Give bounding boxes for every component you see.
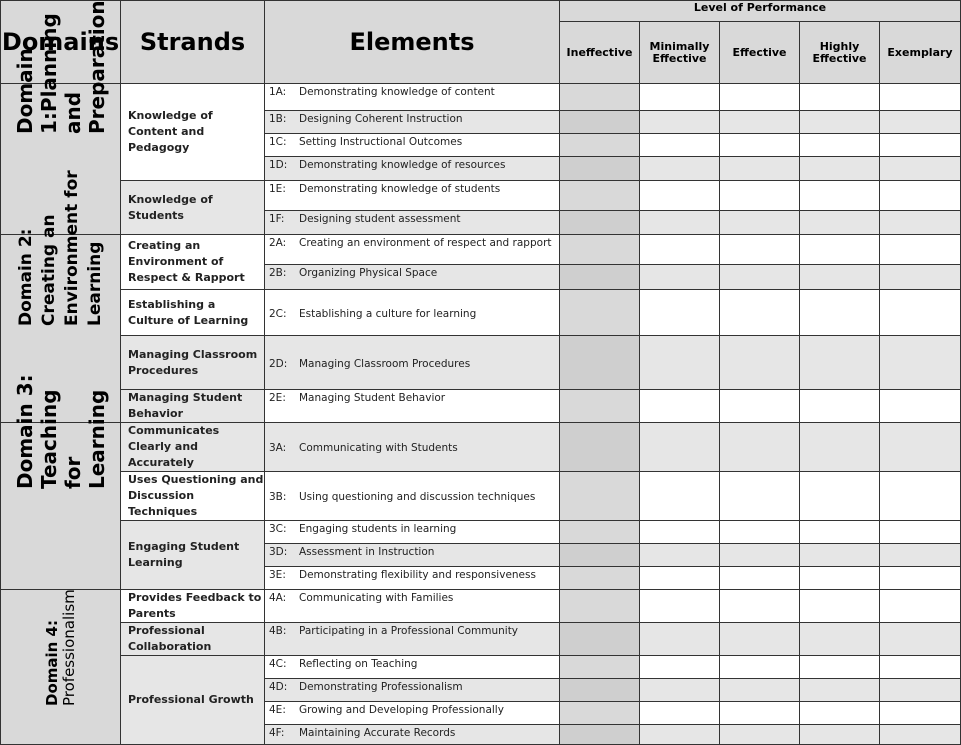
rating-cell-highly-effective[interactable] [800,181,880,211]
domain-3-cell [1,374,121,590]
rating-cell-effective[interactable] [720,290,800,336]
rating-cell-effective[interactable] [720,423,800,472]
rating-cell-effective[interactable] [720,702,800,725]
rating-cell-highly-effective[interactable] [800,623,880,656]
rating-cell-highly-effective[interactable] [800,290,880,336]
rating-cell-exemplary[interactable] [880,679,961,702]
rating-cell-ineffective[interactable] [560,679,640,702]
rating-cell-ineffective[interactable] [560,134,640,157]
rating-cell-ineffective[interactable] [560,157,640,181]
rating-cell-minimally-effective[interactable] [640,390,720,423]
rating-cell-highly-effective[interactable] [800,423,880,472]
rating-cell-minimally-effective[interactable] [640,134,720,157]
element-cell: 4D: Demonstrating Professionalism [265,679,560,702]
rating-cell-effective[interactable] [720,134,800,157]
rating-cell-ineffective[interactable] [560,725,640,745]
level-header-exemplary: Exemplary [880,22,961,84]
rating-cell-ineffective[interactable] [560,702,640,725]
rating-cell-ineffective[interactable] [560,656,640,679]
rating-cell-ineffective[interactable] [560,265,640,290]
element-cell: 4A: Communicating with Families [265,590,560,623]
rating-cell-exemplary[interactable] [880,336,961,390]
domain-4-cell [1,590,121,745]
table-row [1,623,961,656]
rating-cell-ineffective[interactable] [560,567,640,590]
element-cell: 1B: Designing Coherent Instruction [265,111,560,134]
rating-cell-minimally-effective[interactable] [640,521,720,544]
rating-cell-highly-effective[interactable] [800,656,880,679]
rating-cell-ineffective[interactable] [560,235,640,265]
rating-cell-exemplary[interactable] [880,702,961,725]
rating-cell-effective[interactable] [720,679,800,702]
strand-cell: Establishing a Culture of Learning [121,290,265,336]
rating-cell-minimally-effective[interactable] [640,725,720,745]
rating-cell-exemplary[interactable] [880,235,961,265]
element-cell: 1C: Setting Instructional Outcomes [265,134,560,157]
rating-cell-effective[interactable] [720,472,800,521]
rating-cell-effective[interactable] [720,590,800,623]
rating-cell-highly-effective[interactable] [800,390,880,423]
element-cell: 3C: Engaging students in learning [265,521,560,544]
rating-cell-exemplary[interactable] [880,544,961,567]
element-cell: 2E: Managing Student Behavior [265,390,560,423]
rating-cell-exemplary[interactable] [880,111,961,134]
rating-cell-highly-effective[interactable] [800,544,880,567]
rating-cell-minimally-effective[interactable] [640,590,720,623]
domain-2-label: Domain 2: Creating an Environment for Learning [15,170,105,326]
rating-cell-exemplary[interactable] [880,423,961,472]
element-cell: 3B: Using questioning and discussion techniques [265,472,560,521]
rating-cell-ineffective[interactable] [560,423,640,472]
strand-cell: Engaging Student Learning [121,521,265,590]
strand-cell: Managing Student Behavior [121,390,265,423]
rating-cell-ineffective[interactable] [560,336,640,390]
element-cell: 4E: Growing and Developing Professionally [265,702,560,725]
rating-cell-minimally-effective[interactable] [640,567,720,590]
rating-cell-effective[interactable] [720,265,800,290]
rating-cell-ineffective[interactable] [560,590,640,623]
rating-cell-ineffective[interactable] [560,84,640,111]
element-cell: 1D: Demonstrating knowledge of resources [265,157,560,181]
rating-cell-exemplary[interactable] [880,211,961,235]
rating-cell-minimally-effective[interactable] [640,702,720,725]
level-header-ineffective: Ineffective [560,22,640,84]
rating-cell-highly-effective[interactable] [800,521,880,544]
rating-cell-ineffective[interactable] [560,290,640,336]
strand-cell: Professional Growth [121,656,265,745]
table-row [1,181,961,211]
rating-cell-effective[interactable] [720,567,800,590]
rating-cell-highly-effective[interactable] [800,157,880,181]
strand-cell: Provides Feedback to Parents [121,590,265,623]
rating-cell-effective[interactable] [720,656,800,679]
rating-cell-effective[interactable] [720,211,800,235]
strand-cell: Managing Classroom Procedures [121,336,265,390]
element-cell: 4F: Maintaining Accurate Records [265,725,560,745]
table-row [1,84,961,111]
level-of-performance-header: Level of Performance [560,1,961,22]
element-cell: 4B: Participating in a Professional Community [265,623,560,656]
table-row [1,521,961,544]
rating-cell-exemplary[interactable] [880,265,961,290]
rating-cell-ineffective[interactable] [560,472,640,521]
table-row [1,336,961,390]
strand-cell: Communicates Clearly and Accurately [121,423,265,472]
rating-cell-ineffective[interactable] [560,390,640,423]
rating-cell-effective[interactable] [720,336,800,390]
table-row [1,290,961,336]
rating-cell-minimally-effective[interactable] [640,265,720,290]
rating-cell-highly-effective[interactable] [800,134,880,157]
rating-cell-exemplary[interactable] [880,590,961,623]
rating-cell-minimally-effective[interactable] [640,472,720,521]
rating-cell-exemplary[interactable] [880,725,961,745]
rating-cell-effective[interactable] [720,544,800,567]
rating-cell-highly-effective[interactable] [800,679,880,702]
rating-cell-minimally-effective[interactable] [640,544,720,567]
domain-1-label: Domain 1:Planning and Preparation [12,0,109,134]
element-cell: 1E: Demonstrating knowledge of students [265,181,560,211]
strand-cell: Uses Questioning and Discussion Techniques [121,472,265,521]
rating-cell-exemplary[interactable] [880,290,961,336]
element-cell: 3A: Communicating with Students [265,423,560,472]
rating-cell-minimally-effective[interactable] [640,290,720,336]
rating-cell-highly-effective[interactable] [800,702,880,725]
level-header-highly-effective: Highly Effective [800,22,880,84]
rating-cell-highly-effective[interactable] [800,336,880,390]
strand-cell: Professional Collaboration [121,623,265,656]
rating-cell-exemplary[interactable] [880,181,961,211]
rating-cell-minimally-effective[interactable] [640,235,720,265]
rating-cell-minimally-effective[interactable] [640,181,720,211]
rating-cell-highly-effective[interactable] [800,84,880,111]
rating-cell-exemplary[interactable] [880,567,961,590]
rating-cell-minimally-effective[interactable] [640,211,720,235]
rating-cell-effective[interactable] [720,181,800,211]
element-cell: 2D: Managing Classroom Procedures [265,336,560,390]
rating-cell-highly-effective[interactable] [800,567,880,590]
rating-cell-effective[interactable] [720,84,800,111]
rating-cell-exemplary[interactable] [880,472,961,521]
domain-3-label: Domain 3: Teaching for Learning [12,374,109,489]
table-row [1,390,961,423]
element-cell: 2C: Establishing a culture for learning [265,290,560,336]
rating-cell-effective[interactable] [720,521,800,544]
rating-cell-ineffective[interactable] [560,544,640,567]
rating-cell-highly-effective[interactable] [800,472,880,521]
table-row [1,656,961,679]
rating-cell-exemplary[interactable] [880,157,961,181]
rating-cell-effective[interactable] [720,157,800,181]
rating-cell-effective[interactable] [720,235,800,265]
domains-header: Domains [1,1,121,84]
rating-cell-minimally-effective[interactable] [640,111,720,134]
rating-cell-minimally-effective[interactable] [640,679,720,702]
rating-cell-effective[interactable] [720,390,800,423]
element-cell: 2A: Creating an environment of respect and rapport [265,235,560,265]
rating-cell-minimally-effective[interactable] [640,623,720,656]
rating-cell-ineffective[interactable] [560,521,640,544]
table-row [1,423,961,472]
rating-cell-exemplary[interactable] [880,521,961,544]
rating-cell-ineffective[interactable] [560,623,640,656]
rating-cell-exemplary[interactable] [880,84,961,111]
domain-4-label: Domain 4: Professionalism [42,589,78,706]
strand-cell: Knowledge of Students [121,181,265,235]
rating-cell-highly-effective[interactable] [800,590,880,623]
element-cell: 3E: Demonstrating flexibility and responsiveness [265,567,560,590]
rating-cell-exemplary[interactable] [880,390,961,423]
table-row [1,235,961,265]
elements-header: Elements [265,1,560,84]
rating-cell-effective[interactable] [720,623,800,656]
rating-cell-exemplary[interactable] [880,134,961,157]
rating-cell-ineffective[interactable] [560,111,640,134]
rating-cell-highly-effective[interactable] [800,235,880,265]
strand-cell: Creating an Environment of Respect & Rapport [121,235,265,290]
element-cell: 3D: Assessment in Instruction [265,544,560,567]
strand-cell: Knowledge of Content and Pedagogy [121,84,265,181]
element-cell: 1A: Demonstrating knowledge of content [265,84,560,111]
rating-cell-highly-effective[interactable] [800,265,880,290]
rating-cell-highly-effective[interactable] [800,725,880,745]
rating-cell-highly-effective[interactable] [800,111,880,134]
strands-header: Strands [121,1,265,84]
rating-cell-minimally-effective[interactable] [640,336,720,390]
table-row [1,472,961,521]
rating-cell-minimally-effective[interactable] [640,656,720,679]
rating-cell-ineffective[interactable] [560,181,640,211]
rating-cell-effective[interactable] [720,725,800,745]
rating-cell-exemplary[interactable] [880,656,961,679]
rating-cell-minimally-effective[interactable] [640,84,720,111]
rating-cell-minimally-effective[interactable] [640,157,720,181]
rating-cell-exemplary[interactable] [880,623,961,656]
rating-cell-ineffective[interactable] [560,211,640,235]
rating-cell-effective[interactable] [720,111,800,134]
element-cell: 4C: Reflecting on Teaching [265,656,560,679]
rating-cell-minimally-effective[interactable] [640,423,720,472]
table-row [1,590,961,623]
element-cell: 1F: Designing student assessment [265,211,560,235]
level-header-effective: Effective [720,22,800,84]
element-cell: 2B: Organizing Physical Space [265,265,560,290]
level-header-minimally-effective: Minimally Effective [640,22,720,84]
rating-cell-highly-effective[interactable] [800,211,880,235]
